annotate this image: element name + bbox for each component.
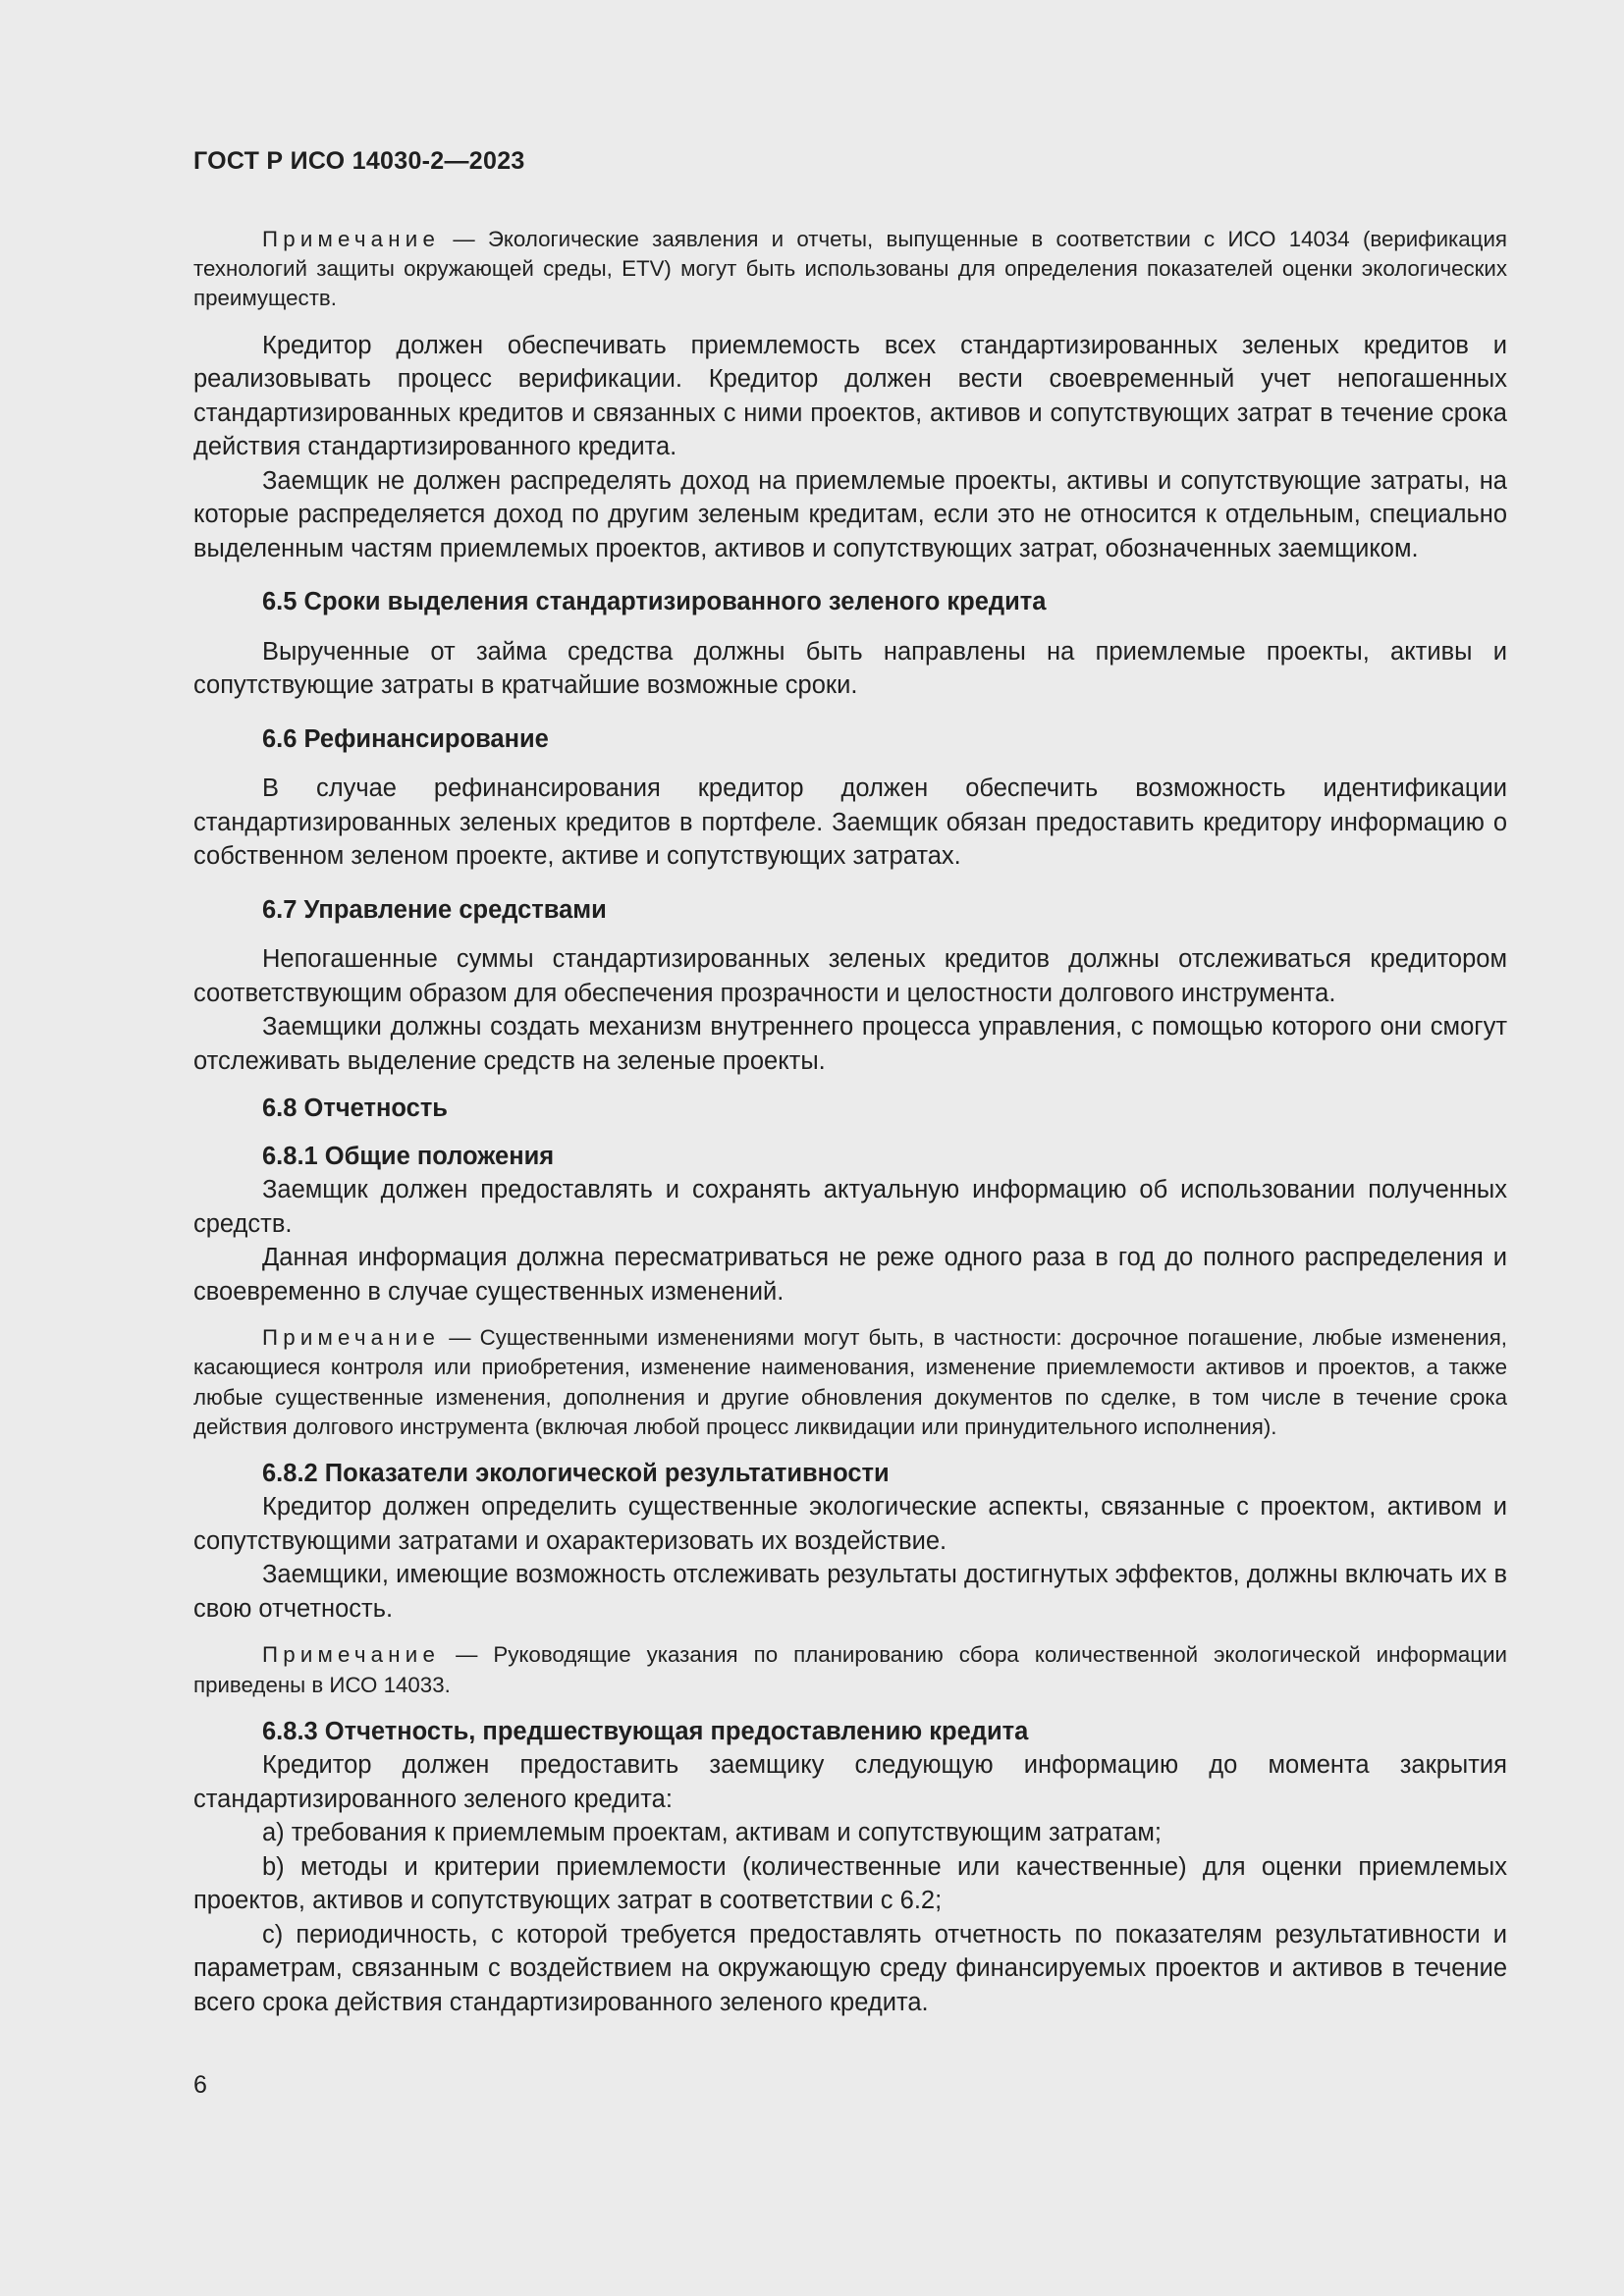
document-page	[193, 147, 1507, 2019]
paragraph: Кредитор должен обеспечивать приемлемость всех стандартизированных зеленых кредитов и реализовывать процесс верификации. Кредитор должен вести своевременный учет непогашенных стандартизированных кредитов и связанных с ними проектов, активов и сопутствующих затрат в течение срока действия стандартизированного кредита.	[193, 331, 1507, 461]
section-heading-6-5: 6.5 Сроки выделения стандартизированного зеленого кредита	[262, 588, 1047, 616]
paragraph: Заемщики, имеющие возможность отслеживать результаты достигнутых эффектов, должны включать их в свою отчетность.	[193, 1561, 1507, 1623]
note	[193, 1323, 1507, 1442]
note-text: — Руководящие указания по планированию сбора количественной экологической информации приведены в ИСО 14033.	[193, 1642, 1507, 1697]
section-heading-6-8: 6.8 Отчетность	[262, 1095, 448, 1123]
paragraph: Данная информация должна пересматриваться не реже одного раза в год до полного распределения и своевременно в случае существенных изменений.	[193, 1244, 1507, 1306]
note-text: — Экологические заявления и отчеты, выпущенные в соответствии с ИСО 14034 (верификация технологий защиты окружающей среды, ETV) могут быть использованы для определения показателей оценки экологических преимуществ.	[193, 227, 1507, 311]
paragraph: Непогашенные суммы стандартизированных зеленых кредитов должны отслеживаться кредитором соответствующим образом для обеспечения прозрачности и целостности долгового инструмента.	[193, 945, 1507, 1007]
note-label: Примечание	[262, 1642, 441, 1668]
section-heading-6-7: 6.7 Управление средствами	[262, 895, 607, 924]
paragraph: Кредитор должен предоставить заемщику следующую информацию до момента закрытия стандартизированного зеленого кредита:	[193, 1751, 1507, 1813]
page-number: 6	[193, 2071, 207, 2099]
note-label: Примечание	[262, 1325, 441, 1351]
page-header-title: ГОСТ Р ИСО 14030-2—2023	[193, 147, 525, 175]
section-heading-6-8-3: 6.8.3 Отчетность, предшествующая предоставлению кредита	[262, 1717, 1029, 1745]
note-label: Примечание	[262, 227, 441, 251]
paragraph: Вырученные от займа средства должны быть направлены на приемлемые проекты, активы и сопутствующие затраты в кратчайшие возможные сроки.	[193, 637, 1507, 700]
note	[193, 1640, 1507, 1699]
paragraph: Заемщики должны создать механизм внутреннего процесса управления, с помощью которого они смогут отслеживать выделение средств на зеленые проекты.	[193, 1013, 1507, 1075]
paragraph: В случае рефинансирования кредитор должен обеспечить возможность идентификации стандартизированных зеленых кредитов в портфеле. Заемщик обязан предоставить кредитору информацию о собственном зеленом проекте, активе и сопутствующих затратах.	[193, 774, 1507, 871]
note-text: — Существенными изменениями могут быть, в частности: досрочное погашение, любые изменения, касающиеся контроля или приобретения, изменение наименования, изменение приемлемости активов и проектов, а также любые существенные изменения, дополнения и другие обновления документов по сделке, в том числе в течение срока действия долгового инструмента (включая любой процесс ликвидации или принудительного исполнения).	[193, 1325, 1507, 1439]
section-heading-6-8-2: 6.8.2 Показатели экологической результативности	[262, 1459, 890, 1487]
paragraph: Заемщик не должен распределять доход на приемлемые проекты, активы и сопутствующие затраты, на которые распределяется доход по другим зеленым кредитам, если это не относится к отдельным, специально выделенным частям приемлемых проектов, активов и сопутствующих затрат, обозначенных заемщиком.	[193, 466, 1507, 562]
list-item: b) методы и критерии приемлемости (количественные или качественные) для оценки приемлемых проектов, активов и сопутствующих затрат в соответствии с 6.2;	[193, 1852, 1507, 1915]
list-item: a) требования к приемлемым проектам, активам и сопутствующим затратам;	[262, 1819, 1162, 1847]
list-item: c) периодичность, с которой требуется предоставлять отчетность по показателям результативности и параметрам, связанным с воздействием на окружающую среду финансируемых проектов и активов в течение всего срока действия стандартизированного зеленого кредита.	[193, 1920, 1507, 2016]
paragraph: Кредитор должен определить существенные экологические аспекты, связанные с проектом, активом и сопутствующими затратами и охарактеризовать их воздействие.	[193, 1493, 1507, 1555]
paragraph: Заемщик должен предоставлять и сохранять актуальную информацию об использовании полученных средств.	[193, 1176, 1507, 1238]
note	[193, 225, 1507, 314]
section-heading-6-6: 6.6 Рефинансирование	[262, 724, 549, 753]
section-heading-6-8-1: 6.8.1 Общие положения	[262, 1142, 555, 1170]
